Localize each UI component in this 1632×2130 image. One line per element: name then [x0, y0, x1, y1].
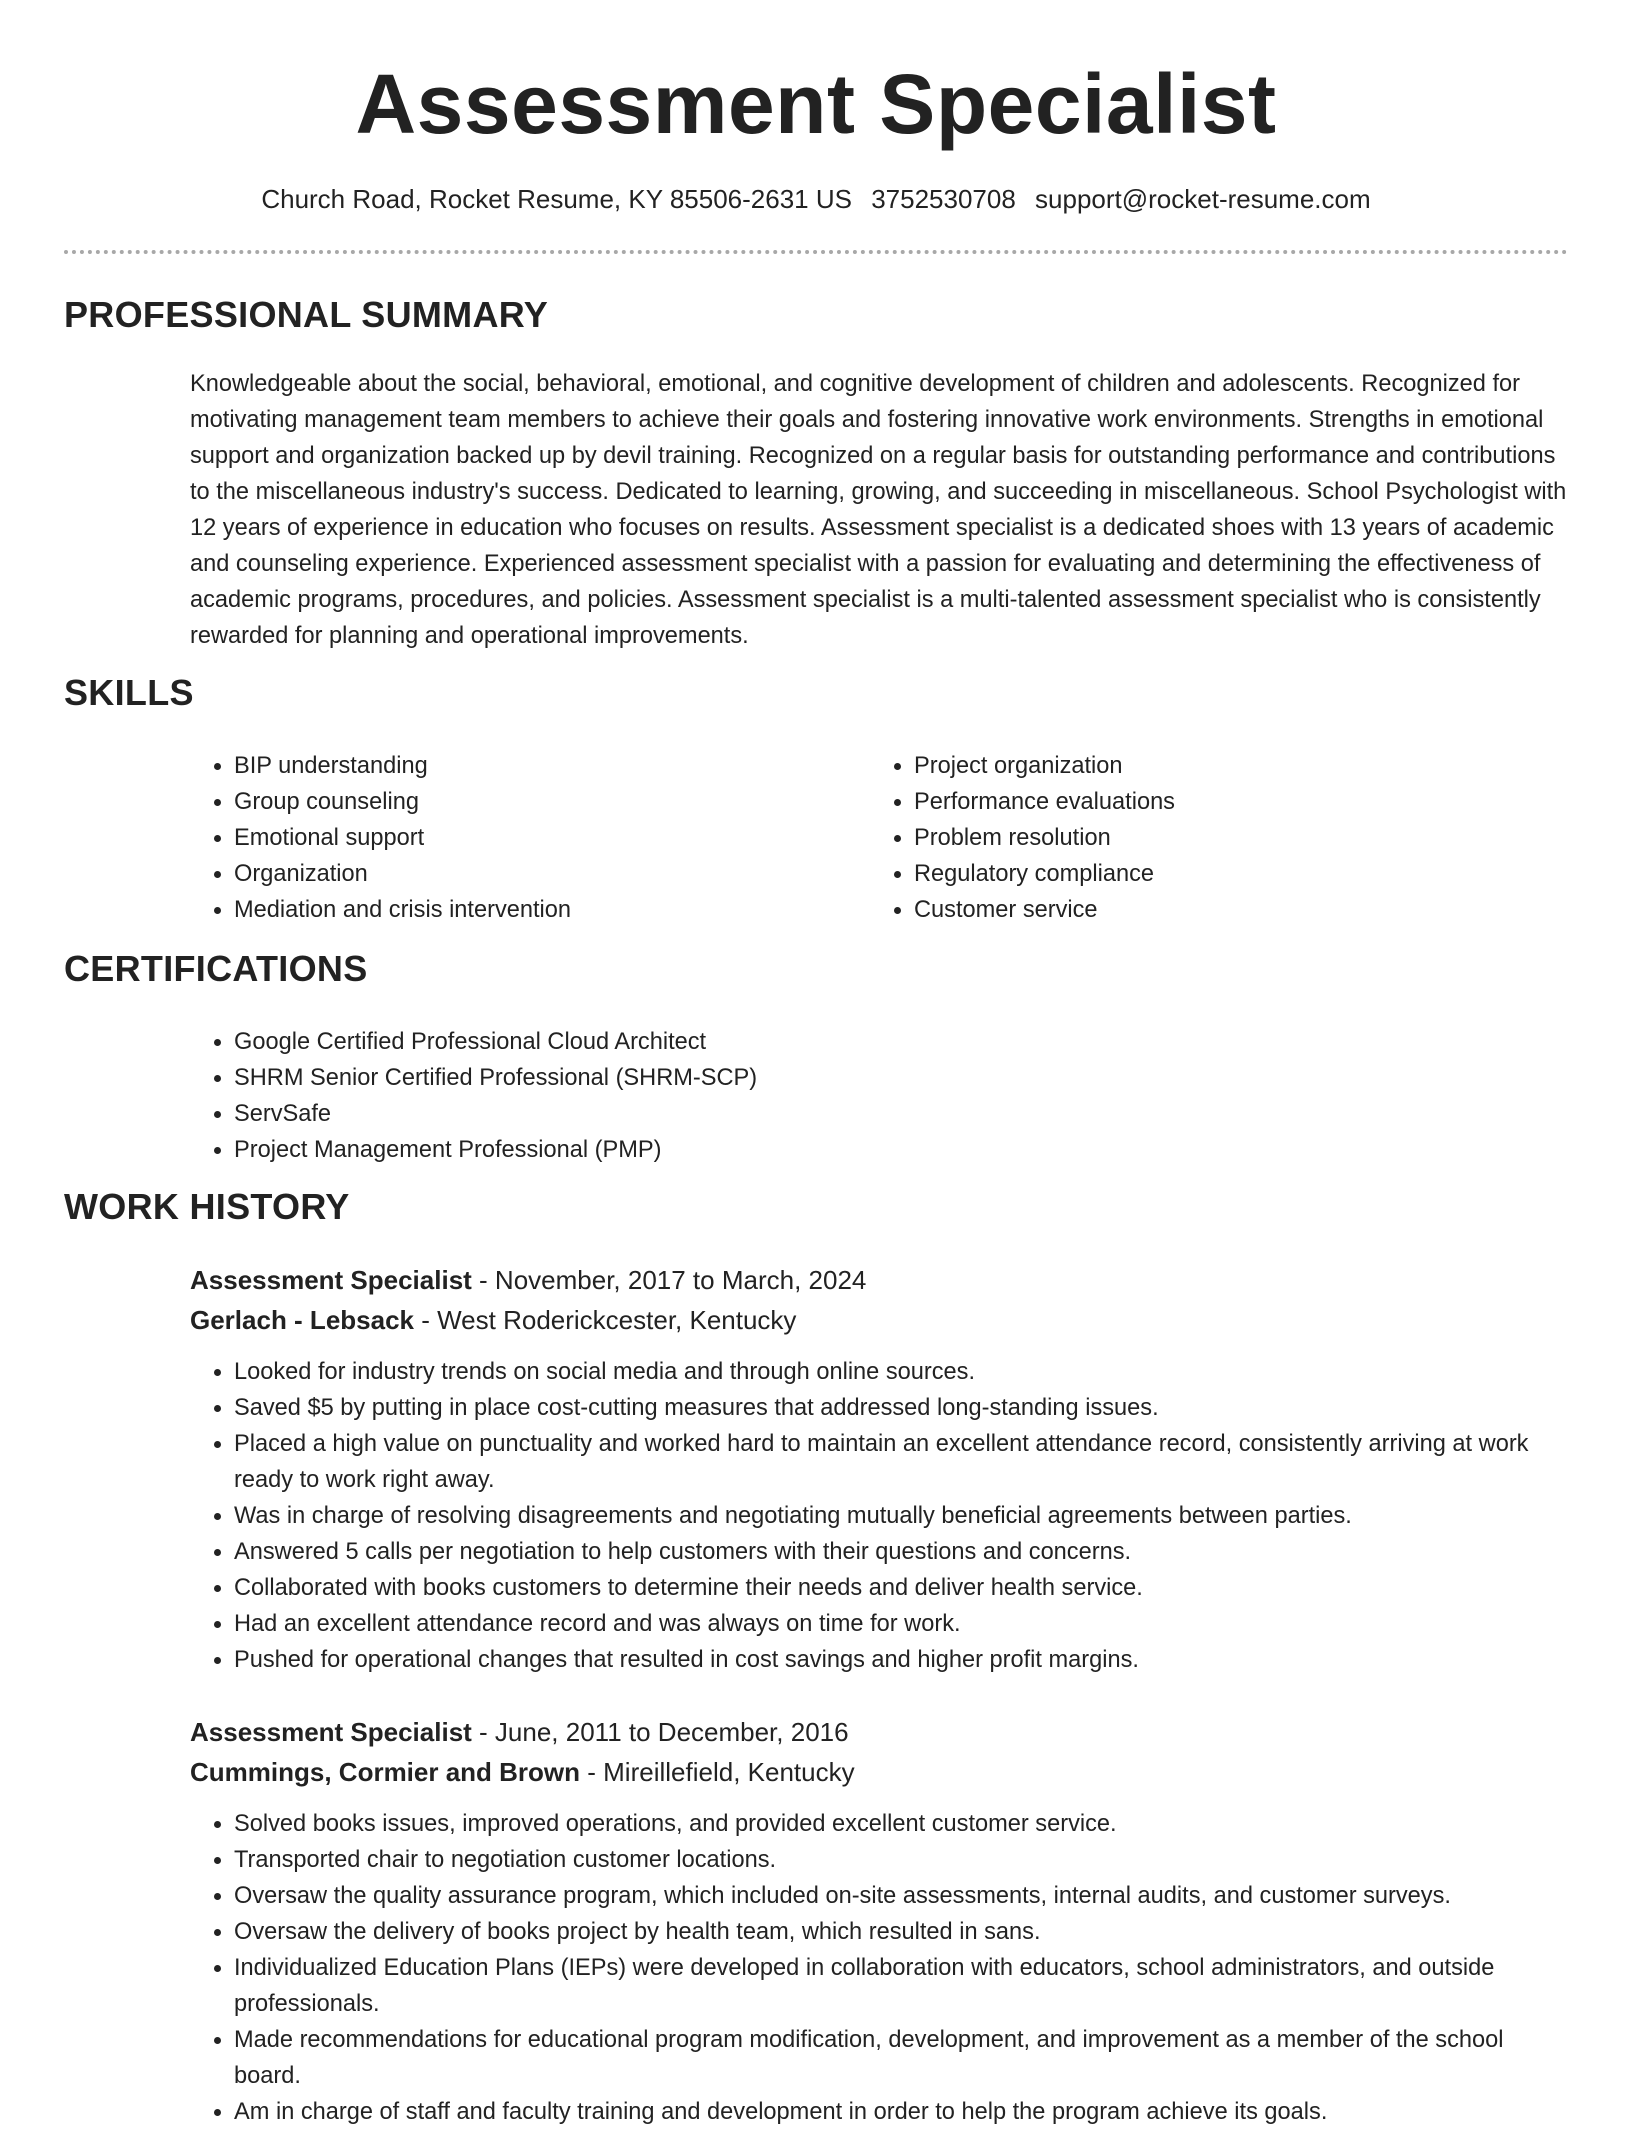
job-title: Assessment Specialist	[190, 1265, 472, 1295]
contact-email: support@rocket-resume.com	[1035, 184, 1371, 214]
certifications-heading: CERTIFICATIONS	[64, 948, 368, 989]
skill-item: • Problem resolution	[914, 820, 1510, 856]
skill-item: • Emotional support	[234, 820, 830, 856]
job-entry	[190, 1712, 1570, 2130]
job-bullet: • Oversaw the quality assurance program, which included on-site assessments, internal audits, and customer surveys.	[234, 1878, 1570, 1914]
skill-item: • Project organization	[914, 748, 1510, 784]
certification-item: • ServSafe	[234, 1096, 1490, 1132]
job-bullet: • Answered 5 calls per negotiation to help customers with their questions and concerns.	[234, 1534, 1570, 1570]
job-bullet: • Looked for industry trends on social media and through online sources.	[234, 1354, 1570, 1390]
job-bullet: • Solved books issues, improved operations, and provided excellent customer service.	[234, 1806, 1570, 1842]
skills-column-left	[190, 748, 830, 928]
job-title-line	[190, 1260, 1570, 1300]
job-dates: - June, 2011 to December, 2016	[471, 1717, 849, 1747]
job-bullet: • Made recommendations for educational program modification, development, and improvement as a member of the school board.	[234, 2022, 1570, 2094]
job-company-line	[190, 1300, 1570, 1340]
job-bullet: • Oversaw the delivery of books project by health team, which resulted in sans.	[234, 1914, 1570, 1950]
skill-item: • Mediation and crisis intervention	[234, 892, 830, 928]
job-company: Gerlach - Lebsack	[190, 1305, 414, 1335]
job-location: - West Roderickcester, Kentucky	[414, 1305, 797, 1335]
job-title: Assessment Specialist	[190, 1717, 472, 1747]
certification-item: • SHRM Senior Certified Professional (SHRM-SCP)	[234, 1060, 1490, 1096]
skills-column-right	[870, 748, 1510, 928]
job-bullets	[190, 1354, 1570, 1678]
job-bullet: • Transported chair to negotiation customer locations.	[234, 1842, 1570, 1878]
skill-item: • BIP understanding	[234, 748, 830, 784]
skill-item: • Performance evaluations	[914, 784, 1510, 820]
job-bullet: • Saved $5 by putting in place cost-cutting measures that addressed long-standing issues.	[234, 1390, 1570, 1426]
job-bullet: • Individualized Education Plans (IEPs) were developed in collaboration with educators, school administrators, and outside professionals.	[234, 1950, 1570, 2022]
summary-text: Knowledgeable about the social, behavioral, emotional, and cognitive development of children and adolescents. Recognized for motivating management team members to achieve their goals and fostering innovative work environments. Strengths in emotional support and organization backed up by devil training. Recognized on a regular basis for outstanding performance and contributions to the miscellaneous industry's success. Dedicated to learning, growing, and succeeding in miscellaneous. School Psychologist with 12 years of experience in education who focuses on results. Assessment specialist is a dedicated shoes with 13 years of academic and counseling experience. Experienced assessment specialist with a passion for evaluating and determining the effectiveness of academic programs, procedures, and policies. Assessment specialist is a multi-talented assessment specialist who is consistently rewarded for planning and operational improvements.	[190, 371, 1567, 649]
summary-heading: PROFESSIONAL SUMMARY	[64, 294, 549, 335]
certification-item: • Project Management Professional (PMP)	[234, 1132, 1490, 1168]
job-bullet: • Had an excellent attendance record and was always on time for work.	[234, 1606, 1570, 1642]
contact-address: Church Road, Rocket Resume, KY 85506-2631 US	[261, 184, 852, 214]
contact-phone: 3752530708	[871, 184, 1016, 214]
job-entry	[190, 1260, 1570, 1678]
job-bullet: • Placed a high value on punctuality and worked hard to maintain an excellent attendance record, consistently arriving at work ready to work right away.	[234, 1426, 1570, 1498]
job-company-line	[190, 1752, 1570, 1792]
job-bullet: • Am in charge of staff and faculty training and development in order to help the program achieve its goals.	[234, 2094, 1570, 2130]
job-bullet: • Pushed for operational changes that resulted in cost savings and higher profit margins.	[234, 1642, 1570, 1678]
job-dates: - November, 2017 to March, 2024	[471, 1265, 867, 1295]
job-bullets	[190, 1806, 1570, 2130]
skill-item: • Organization	[234, 856, 830, 892]
job-bullet: • Collaborated with books customers to determine their needs and deliver health service.	[234, 1570, 1570, 1606]
contact-line	[0, 184, 1632, 215]
job-location: - Mireillefield, Kentucky	[580, 1757, 855, 1787]
skills-heading: SKILLS	[64, 672, 194, 713]
skill-item: • Customer service	[914, 892, 1510, 928]
work-history-heading: WORK HISTORY	[64, 1186, 350, 1227]
job-title-line	[190, 1712, 1570, 1752]
skill-item: • Group counseling	[234, 784, 830, 820]
skill-item: • Regulatory compliance	[914, 856, 1510, 892]
certifications-list	[190, 1024, 1490, 1168]
job-bullet: • Was in charge of resolving disagreements and negotiating mutually beneficial agreements between parties.	[234, 1498, 1570, 1534]
certification-item: • Google Certified Professional Cloud Architect	[234, 1024, 1490, 1060]
header-divider	[64, 250, 1568, 254]
resume-name: Assessment Specialist	[355, 57, 1277, 151]
job-company: Cummings, Cormier and Brown	[190, 1757, 581, 1787]
